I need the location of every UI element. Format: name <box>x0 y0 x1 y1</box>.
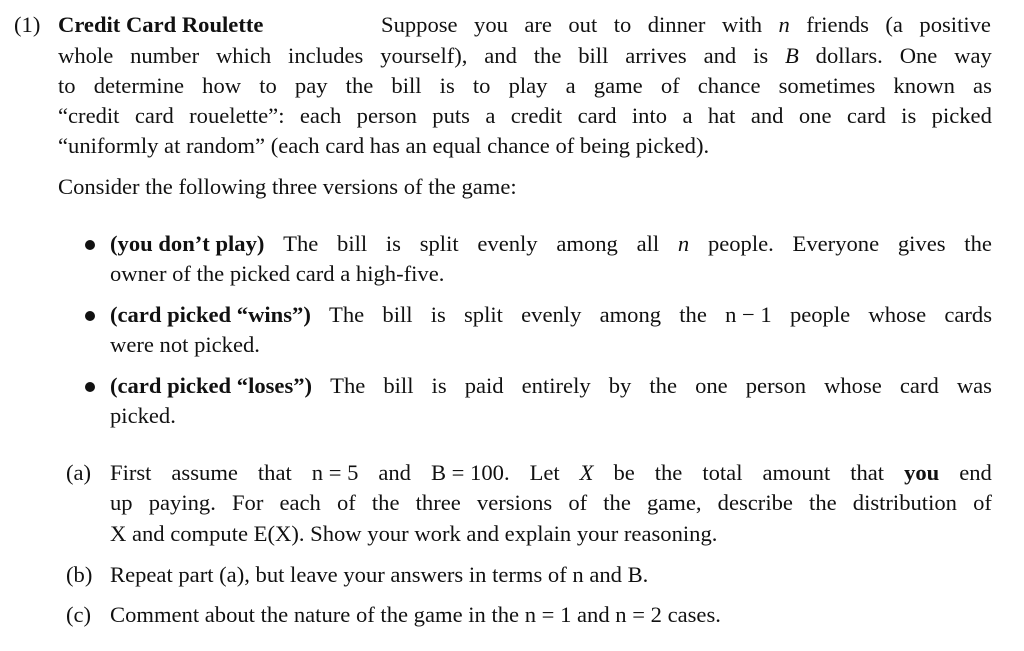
word: (a <box>885 12 903 37</box>
word: one <box>798 103 832 128</box>
word: is <box>753 43 769 68</box>
word: how <box>202 73 242 98</box>
word: amount <box>762 460 831 485</box>
word: with <box>721 12 763 37</box>
word: bill <box>578 43 609 68</box>
word: of <box>336 490 356 515</box>
version-2-row <box>110 300 992 330</box>
consider-text: Consider the following three versions of the game: <box>58 174 517 199</box>
part-c-label: (c) <box>66 602 92 627</box>
word: play <box>508 73 548 98</box>
word: whose <box>868 302 927 327</box>
word: all <box>636 231 660 256</box>
word: the <box>345 73 374 98</box>
word: includes <box>288 43 364 68</box>
word: versions <box>476 490 553 515</box>
problem-number: (1) <box>14 12 41 37</box>
word: evenly <box>477 231 538 256</box>
word: end <box>959 460 992 485</box>
part-a-line-3-text: X and compute E(X). Show your work and explain your reasoning. <box>110 521 718 546</box>
word: distribution <box>852 490 957 515</box>
word: paid <box>464 373 504 398</box>
word: that <box>257 460 292 485</box>
word: Everyone <box>792 231 880 256</box>
word: of <box>568 490 588 515</box>
word: split <box>419 231 459 256</box>
word: of <box>660 73 680 98</box>
part-b-label: (b) <box>66 562 93 587</box>
part-a-line-1-words <box>110 458 992 488</box>
word: are <box>524 12 552 37</box>
intro-line-1-words <box>381 10 991 40</box>
word: yourself), <box>380 43 468 68</box>
intro-line-3-words <box>58 71 992 101</box>
word: X <box>579 460 594 485</box>
word: the <box>679 302 707 327</box>
word: into <box>631 103 668 128</box>
word: you <box>474 12 508 37</box>
word: the <box>603 490 631 515</box>
word: Suppose <box>381 12 458 37</box>
word: bill <box>391 73 422 98</box>
word: to <box>613 12 632 37</box>
word: is <box>431 373 447 398</box>
word: and <box>750 103 784 128</box>
word: (card picked “wins”) <box>110 302 311 327</box>
word: positive <box>919 12 991 37</box>
word: entirely <box>521 373 591 398</box>
word: bill <box>337 231 368 256</box>
word: a <box>682 103 693 128</box>
word: whole <box>58 43 114 68</box>
intro-line-1 <box>381 10 991 40</box>
word: bill <box>382 302 413 327</box>
word: game <box>593 73 643 98</box>
version-1-cont: owner of the picked card a high-five. <box>110 261 445 286</box>
word: known <box>893 73 955 98</box>
bullet-dot-3 <box>85 382 95 392</box>
part-a-label: (a) <box>66 460 92 485</box>
word: First <box>110 460 152 485</box>
word: sometimes <box>778 73 876 98</box>
part-b-text: Repeat part (a), but leave your answers in terms of n and B. <box>110 562 649 587</box>
word: is <box>385 231 401 256</box>
word: card <box>846 103 886 128</box>
word: pay <box>294 73 328 98</box>
word: split <box>464 302 503 327</box>
word: and <box>378 460 411 485</box>
word: total <box>702 460 743 485</box>
word: one <box>695 373 728 398</box>
word: that <box>850 460 885 485</box>
word: picked <box>931 103 992 128</box>
word: puts <box>432 103 470 128</box>
word: up <box>110 490 133 515</box>
word: person <box>745 373 806 398</box>
version-1-words <box>110 229 992 259</box>
word: The <box>283 231 319 256</box>
word: to <box>259 73 277 98</box>
word: n − 1 <box>725 302 772 327</box>
word: was <box>956 373 992 398</box>
word: each <box>299 103 342 128</box>
word: “credit <box>58 103 120 128</box>
word: among <box>599 302 662 327</box>
word: and <box>484 43 517 68</box>
version-2-cont: were not picked. <box>110 332 260 357</box>
word: rouelette”: <box>189 103 285 128</box>
bullet-dot-1 <box>85 240 95 250</box>
word: game, <box>646 490 702 515</box>
word: dollars. <box>815 43 883 68</box>
word: and <box>703 43 737 68</box>
word: is <box>439 73 455 98</box>
word: chance <box>697 73 761 98</box>
word: n <box>677 231 690 256</box>
word: each <box>279 490 321 515</box>
word: The <box>330 373 366 398</box>
word: be <box>613 460 635 485</box>
intro-line-5-text: “uniformly at random” (each card has an equal chance of being picked). <box>58 133 710 158</box>
word: One <box>899 43 938 68</box>
problem-title: Credit Card Roulette <box>58 12 264 37</box>
word: is <box>901 103 917 128</box>
word: friends <box>806 12 869 37</box>
word: as <box>973 73 992 98</box>
word: n <box>778 12 790 37</box>
word: n = 5 <box>311 460 359 485</box>
word: of <box>973 490 992 515</box>
word: people <box>789 302 851 327</box>
word: paying. <box>148 490 216 515</box>
word: For <box>231 490 264 515</box>
word: the <box>533 43 562 68</box>
version-3-cont: picked. <box>110 403 176 428</box>
word: B = 100. <box>430 460 510 485</box>
word: card <box>577 103 617 128</box>
word: to <box>472 73 491 98</box>
word: people. <box>707 231 774 256</box>
word: gives <box>897 231 946 256</box>
version-2-words <box>110 300 992 330</box>
version-3-words <box>110 371 992 401</box>
word: (card picked “loses”) <box>110 373 313 398</box>
word: dinner <box>647 12 706 37</box>
word: a <box>565 73 576 98</box>
version-1-row <box>110 229 992 259</box>
word: the <box>809 490 837 515</box>
word: number <box>130 43 200 68</box>
word: is <box>430 302 446 327</box>
intro-line-2-words <box>58 41 992 71</box>
word: the <box>371 490 400 515</box>
part-a-line-2-words <box>110 488 992 518</box>
intro-line-4-words <box>58 101 992 131</box>
word: the <box>649 373 677 398</box>
word: by <box>608 373 632 398</box>
word: hat <box>707 103 736 128</box>
word: person <box>356 103 417 128</box>
word: among <box>556 231 618 256</box>
word: B <box>785 43 799 68</box>
word: way <box>954 43 992 68</box>
word: arrives <box>625 43 687 68</box>
word: a <box>485 103 496 128</box>
bullet-dot-2 <box>85 311 95 321</box>
word: The <box>329 302 365 327</box>
word: Let <box>529 460 560 485</box>
word: cards <box>944 302 992 327</box>
word: determine <box>93 73 185 98</box>
word: (you don’t play) <box>110 231 265 256</box>
word: out <box>568 12 598 37</box>
part-c-text: Comment about the nature of the game in the n = 1 and n = 2 cases. <box>110 602 721 627</box>
word: three <box>415 490 461 515</box>
word: evenly <box>521 302 582 327</box>
word: bill <box>383 373 414 398</box>
word: whose <box>824 373 882 398</box>
word: assume <box>171 460 238 485</box>
word: you <box>904 460 940 485</box>
word: card <box>899 373 939 398</box>
version-3-row <box>110 371 992 401</box>
word: which <box>215 43 272 68</box>
word: credit <box>510 103 563 128</box>
word: to <box>58 73 76 98</box>
word: the <box>654 460 683 485</box>
word: card <box>134 103 174 128</box>
word: the <box>964 231 992 256</box>
word: describe <box>717 490 793 515</box>
